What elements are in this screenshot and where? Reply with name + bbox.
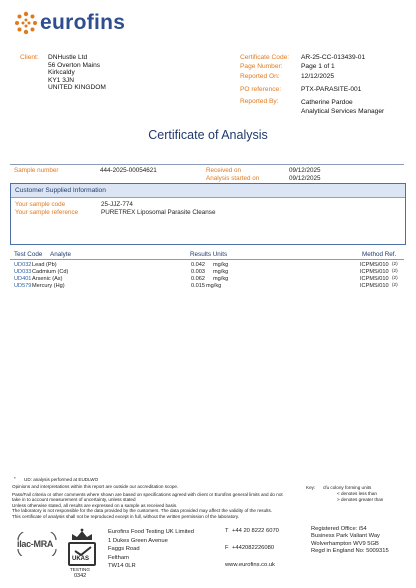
telephone: +44 20 8222 6070 [232, 528, 279, 534]
tel-prefix: T [225, 528, 229, 534]
method-note: (2) [392, 282, 398, 287]
received-date: 09/12/2025 [289, 167, 321, 174]
registered-office [311, 526, 389, 556]
method-note: (2) [392, 268, 398, 273]
ud-note: UD: analysis performed at EUDLWO [24, 477, 99, 482]
table-row [14, 282, 406, 290]
company-line: Eurofins Food Testing UK Limited [108, 529, 194, 535]
test-code: UD033 [14, 269, 32, 275]
col-results-units: Results Units [190, 251, 228, 258]
method-ref: ICPMS/010 [360, 283, 389, 289]
customer-info-heading: Customer Supplied Information [15, 187, 106, 194]
customer-info-box [10, 183, 406, 245]
disclaimer-line: Pass/Fail criteria or other comments where shown are based on specifications agreed with client or Eurofins general limits and do not [12, 491, 283, 497]
analyte: Cadmium (Cd) [32, 269, 69, 275]
method-note: (2) [392, 275, 398, 280]
po-label: PO reference: [240, 86, 282, 93]
sample-reference: PURETREX Liposomal Parasite Cleanse [101, 209, 216, 216]
col-method-ref: Method Ref. [362, 251, 397, 258]
method-ref: ICPMS/010 [360, 269, 389, 275]
disclaimer-notes [12, 484, 283, 520]
reported-date: 12/12/2025 [301, 73, 335, 80]
cert-code-label: Certificate Code: [240, 54, 290, 61]
reported-by-name: Catherine Pardoe [301, 99, 353, 106]
result-unit: mg/kg [213, 262, 229, 268]
divider [10, 164, 404, 165]
client-address-line: KY1 3JN [48, 76, 75, 84]
sample-number-label: Sample number [14, 167, 59, 174]
logo-text: eurofins [40, 11, 126, 34]
ukas-text: UKAS [72, 556, 90, 562]
analyte: Lead (Pb) [32, 262, 57, 268]
registered-line: Regd in England No: 5009315 [311, 548, 389, 555]
key-less-than: < denotes less than [337, 491, 377, 496]
company-line: Faggs Road [108, 546, 140, 553]
client-name: DNHustle Ltd [48, 54, 88, 61]
ukas-logo [64, 528, 100, 582]
divider [10, 259, 404, 260]
received-label: Received on [206, 167, 242, 174]
reported-by-label: Reported By: [240, 98, 279, 105]
website-link[interactable]: www.eurofins.co.uk [225, 562, 275, 568]
test-code: UD401 [14, 276, 32, 282]
asterisk: * [14, 476, 16, 481]
analyte: Mercury (Hg) [32, 283, 65, 289]
result-unit: mg/kg [213, 276, 229, 282]
disclaimer-line: Opinions and interpretations within this report are outside our accreditation scope. [12, 484, 179, 489]
company-line: 1 Dukes Green Avenue [108, 537, 168, 544]
analysis-started-date: 09/12/2025 [289, 175, 321, 182]
page-title: Certificate of Analysis [148, 128, 268, 142]
registered-line: Business Park Valiant Way [311, 533, 380, 540]
company-address [108, 528, 194, 571]
registered-line: Wolverhampton WV9 5GB [311, 540, 379, 547]
eurofins-logo [14, 10, 134, 36]
page-number: Page 1 of 1 [301, 63, 335, 70]
cert-code: AR-25-CC-013439-01 [301, 54, 366, 61]
key-cfu: cfu colony forming units [323, 485, 372, 490]
sample-code-label: Your sample code [15, 201, 66, 208]
method-note: (2) [392, 261, 398, 266]
analysis-started-label: Analysis started on [206, 175, 260, 182]
ukas-testing-text: TESTING [70, 567, 90, 572]
ukas-frame [68, 542, 96, 566]
disclaimer-line: take in to account measurement of uncertainty, unless stated [12, 497, 136, 503]
ilac-text: ilac-MRA [17, 539, 54, 549]
fax-prefix: F [225, 545, 229, 551]
sample-code: 25-JJZ-774 [101, 201, 133, 208]
disclaimer-line: The laboratory is not responsible for the data provided by the customers. The data provided may affect the validity of the results. [12, 508, 273, 514]
test-code: UD579 [14, 283, 32, 289]
client-address-line: UNITED KINGDOM [48, 84, 106, 92]
client-address-line: 56 Overton Mains [48, 61, 101, 69]
disclaimer-line: This certificate of analysis shall not be reproduced except in full, without the written permission of the laboratory. [12, 513, 240, 519]
company-line: TW14 0LR [108, 563, 136, 570]
method-ref: ICPMS/010 [360, 262, 389, 268]
result-unit: mg/kg [206, 283, 222, 289]
ilac-mra-logo [14, 532, 60, 556]
client-label: Client: [20, 54, 39, 61]
analyte: Arsenic (As) [32, 276, 63, 282]
crown-icon [64, 528, 100, 542]
result-value: 0.042 [191, 262, 205, 268]
method-ref: ICPMS/010 [360, 276, 389, 282]
key-greater-than: > denotes greater than [337, 497, 384, 502]
disclaimer-line: Unless otherwise stated, all results are expressed on a sample as received basis. [12, 502, 178, 508]
ukas-lab-number: 0342 [74, 573, 87, 579]
col-test-code: Test Code [14, 251, 43, 258]
sample-reference-label: Your sample reference [15, 209, 79, 216]
test-code: UD032 [14, 262, 32, 268]
col-analyte: Analyte [50, 251, 72, 258]
key-label: Key: [306, 485, 316, 490]
sample-number: 444-2025-00054621 [100, 167, 157, 174]
customer-info-header [11, 184, 405, 198]
client-address-block [48, 54, 106, 92]
registered-line: Registered Office: i54 [311, 526, 367, 532]
result-unit: mg/kg [213, 269, 229, 275]
fax: +442082226080 [232, 545, 275, 551]
reported-by-role: Analytical Services Manager [301, 108, 385, 115]
reported-label: Reported On: [240, 73, 280, 80]
result-value: 0.062 [191, 276, 205, 282]
po-reference: PTX-PARASITE-001 [301, 86, 362, 93]
result-value: 0.003 [191, 269, 205, 275]
page-label: Page Number: [240, 63, 283, 70]
result-value: 0.015 [191, 283, 205, 289]
eurofins-logo-icon [14, 11, 38, 35]
client-address-line: Kirkcaldy [48, 69, 75, 77]
company-line: Feltham [108, 554, 129, 561]
